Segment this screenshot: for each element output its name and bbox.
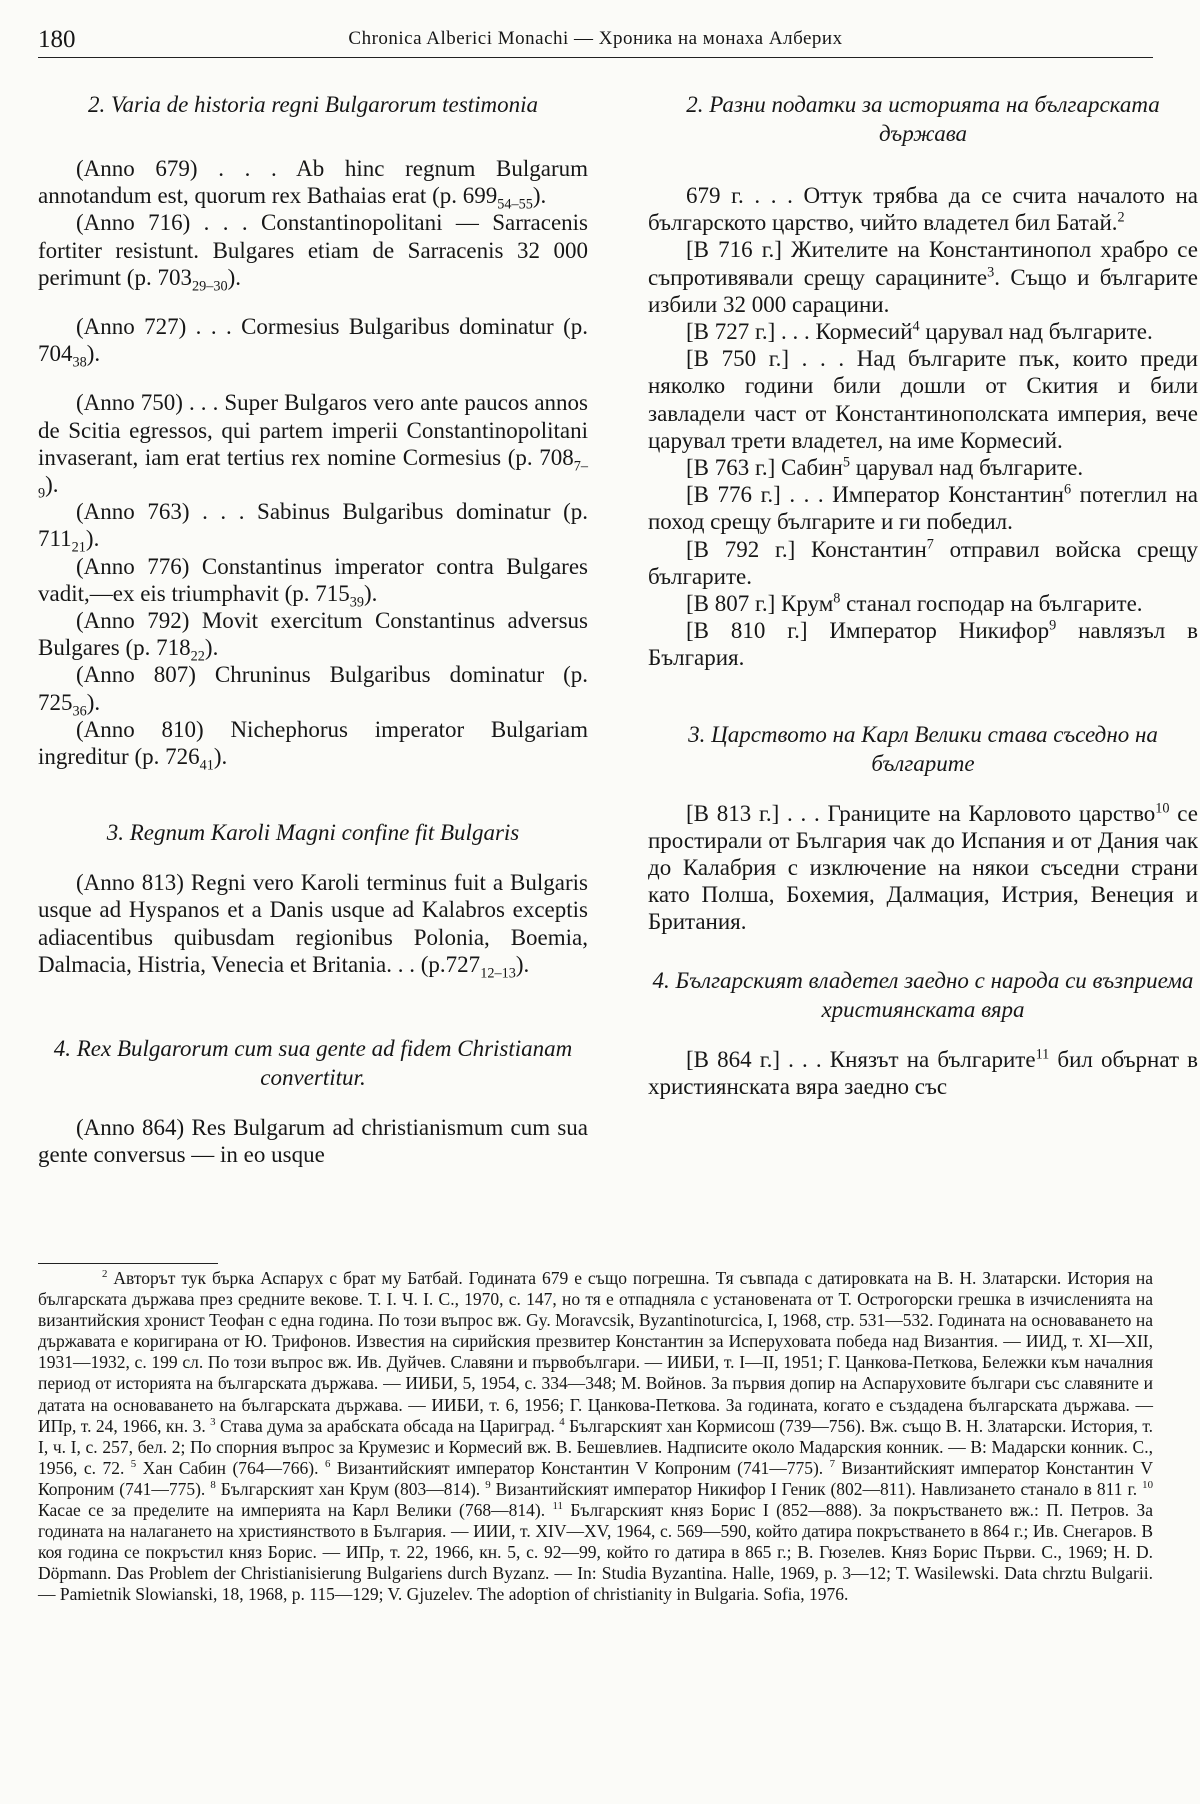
bulgarian-section-3-heading: 3. Царството на Карл Велики става съседно на българите — [688, 721, 1158, 776]
footnote-number-2: 2 — [102, 1268, 108, 1281]
header-rule — [38, 57, 1153, 58]
footnote-ref-5: 5 — [842, 454, 850, 471]
footnote-number-5: 5 — [130, 1458, 137, 1471]
footnote-4: Българският хан Кормисош (739—756). Вж. също В. Н. Златарски. История, т. I, ч. I, с. 257, бел. 2; По спорния въпрос за Крумезис и Кормесий вж. В. Бешевлиев. Надписите около Мадарския конник. — В: Мадарски конник. С., 1956, с. 72. — [38, 1415, 1154, 1478]
footnote-ref-7: 7 — [926, 535, 934, 552]
bulgarian-entry-864: [В 864 г.] . . . Князът на българите$^{11}$ бил обърнат в християнската вяра заедно със — [648, 1046, 1199, 1099]
footnote-number-4: 4 — [559, 1415, 565, 1428]
footnote-ref-8: 8 — [833, 590, 841, 607]
latin-entry-813: (Anno 813) Regni vero Karoli terminus fuit a Bulgaris usque ad Hyspanos et a Danis usque ad Kalabros exceptis adiacentibus quibusdam regionibus Polonia, Boemia, Dalmacia, Histria, Venecia et Britania. . . $(p.727_{12-13})$. — [38, 870, 588, 982]
footnote-ref-3: 3 — [987, 263, 995, 280]
footnote-ref-9: 9 — [1049, 617, 1057, 634]
latin-entry-776: (Anno 776) Constantinus imperator contra Bulgares vadit,—ex eis triumphavit (p. $715_{39}$). — [38, 553, 588, 611]
footnote-ref-6: 6 — [1064, 481, 1072, 498]
bulgarian-entry-792: [В 792 г.] Константин$^7$ отправил войска срещу българите. — [648, 535, 1198, 589]
footnote-10: Касае се за пределите на империята на Карл Велики (768—814). — [38, 1500, 546, 1521]
bulgarian-entry-679: 679 г. . . . Оттук трябва да се счита началото на българското царство, чийто владетел бил Батай.$^2$ — [648, 183, 1198, 236]
page-number: 180 — [38, 26, 76, 53]
footnote-9: Византийският император Никифор I Геник (802—811). Навлизането станало в 811 г. — [495, 1478, 1138, 1499]
footnote-ref-4: 4 — [912, 318, 920, 335]
latin-entry-792: (Anno 792) Movit exercitum Constantinus adversus Bulgares (p. $718_{22}$). — [38, 608, 588, 665]
running-title: Chronica Alberici Monachi — Хроника на монаха Алберих — [348, 28, 843, 49]
latin-section-4-heading: 4. Rex Bulgarorum cum sua gente ad fidem Christianam convertitur. — [53, 1036, 573, 1091]
bulgarian-section-4-heading: 4. Българският владетел заедно с народа си възприема християнската вяра — [652, 967, 1194, 1022]
bulgarian-entry-813: [В 813 г.] . . . Границите на Карловото царство$^{10}$ се простирали от България чак до Испания и от Дания чак до Калабрия с изключение на някои съседни страни като Полша, Бохемия, Далмация, Истрия, Венеция и Британия. — [648, 800, 1198, 935]
footnote-number-6: 6 — [324, 1458, 331, 1471]
footnote-6: Византийският император Константин V Копроним (741—775). — [336, 1457, 824, 1478]
footnote-number-8: 8 — [210, 1479, 216, 1492]
bulgarian-entry-776: [В 776 г.] . . . Император Константин$^6$ потеглил на поход срещу българите и ги победил. — [648, 481, 1198, 535]
footnote-ref-2: 2 — [1117, 209, 1125, 226]
running-header — [38, 26, 1153, 56]
latin-column — [38, 90, 588, 1168]
bulgarian-entry-763: [В 763 г.] Сабин$^5$ царувал над българите. — [686, 454, 1084, 481]
latin-entry-727: (Anno 727) . . . Cormesius Bulgaribus dominatur (p. $704_{38}$). — [38, 314, 588, 371]
footnote-number-7: 7 — [829, 1458, 836, 1471]
footnote-8: Българският хан Крум (803—814). — [220, 1478, 481, 1499]
bulgarian-entry-810: [В 810 г.] Император Никифор$^9$ навлязъл в България. — [648, 617, 1198, 671]
bulgarian-entry-716: [В 716 г.] Жителите на Константинопол храбро се съпротивявали срещу сарацините$^3$. Също и българите избили 32 000 сарацини. — [648, 237, 1198, 317]
footnote-number-9: 9 — [485, 1479, 491, 1492]
footnote-number-3: 3 — [210, 1415, 216, 1428]
latin-entry-679: (Anno 679) . . . Ab hinc regnum Bulgarum annotandum est, quorum rex Bathaias erat (p. $699_{54-55}$). — [38, 156, 588, 213]
footnote-ref-10: 10 — [1155, 800, 1170, 816]
latin-entry-807: (Anno 807) Chruninus Bulgaribus dominatur (p. $725_{36}$). — [38, 662, 588, 720]
footnote-separator — [38, 1263, 218, 1264]
footnote-3: Става дума за арабската обсада на Цариград. — [219, 1415, 555, 1436]
latin-entry-763: (Anno 763) . . . Sabinus Bulgaribus dominatur (p. $711_{21}$). — [38, 499, 588, 557]
latin-entry-864: (Anno 864) Res Bulgarum ad christianismum cum sua gente conversus — in eo usque — [38, 1115, 588, 1168]
footnote-5: Хан Сабин (764—766). — [142, 1457, 319, 1478]
latin-entry-716: (Anno 716) . . . Constantinopolitani — Sarracenis fortiter resistunt. Bulgares etiam de Sarracenis 32 000 perimunt (p. $703_{29-30}$). — [38, 210, 588, 295]
footnote-ref-11: 11 — [1035, 1046, 1050, 1063]
footnote-11: Българският княз Борис I (852—888). За покръстването вж.: П. Петров. За годината на налагането на християнството в България. — ИИИ, т. XIV—XV, 1964, с. 569—590, който датира покръстването в 864 г.; Ив. Снегаров. В коя година се покръстил княз Борис. — ИПр, т. 22, 1966, кн. 5, с. 92—99, който го датира в 865 г.; В. Гюзелев. Княз Борис Първи. С., 1969; H. D. Döpmann. Das Problem der Christianisierung Bulgariens durch Byzanz. — In: Studia Byzantina. Halle, 1969, p. 3—12; T. Wasilewski. Data chrztu Bulgarii. — Pamietnik Slowianski, 18, 1968, p. 115—129; V. Gjuzelev. The adoption of christianity in Bulgaria. Sofia, 1976. — [38, 1500, 1154, 1605]
latin-entry-750: (Anno 750) . . . Super Bulgaros vero ante paucos annos de Scitia egressos, qui partem imperii Constantinopolitani invaserant, iam erat tertius rex nomine Cormesius (p. $708_{7-9}$). — [38, 390, 588, 502]
footnote-number-10: 10 — [1142, 1479, 1154, 1492]
footnotes — [38, 1268, 1153, 1606]
footnote-body — [38, 1268, 1153, 1606]
footnote-2: Авторът тук бърка Аспарух с брат му Батбай. Годината 679 е също погрешна. Тя съвпада с датировката на В. Н. Златарски. История на българската държава през средните векове. Т. I. Ч. I. С., 1970, с. 147, но тя е отпадняла с установената от Т. Острогорски грешка в изчисленията на византийския хронист Теофан с една година. По този въпрос вж. Gy. Moravcsik, Byzantinoturcica, I, 1968, стр. 531—532. Годината на основаването на държавата е коригирана от Ю. Трифонов. Известия на сирийския презвитер Константин за Исперуховата победа над Византия. — ИИД, т. XI—XII, 1931—1932, с. 199 сл. По този въпрос вж. Ив. Дуйчев. Славяни и първобългари. — ИИБИ, т. I—II, 1951; Г. Цанкова-Петкова, Бележки към началния период от историята на българската държава. — ИИБИ, 5, 1954, с. 334—348; М. Войнов. За първия допир на Аспаруховите българи със славяните и датата на основаването на българската държава. — ИИБИ, т. 6, 1956; Г. Цанкова-Петкова. За годината, когато е създадена българската държава. — ИПр, т. 24, 1966, кн. 3. — [38, 1268, 1154, 1436]
bulgarian-entry-727: [В 727 г.] . . . Кормесий$^4$ царувал над българите. — [686, 318, 1153, 345]
bulgarian-entry-807: [В 807 г.] Крум$^8$ станал господар на българите. — [686, 590, 1143, 617]
footnote-7: Византийският император Константин V Копроним (741—775). — [38, 1457, 1153, 1499]
bulgarian-section-2-heading: 2. Разни податки за историята на българската държава — [686, 92, 1160, 146]
latin-section-2-heading: 2. Varia de historia regni Bulgarorum testimonia — [88, 92, 538, 117]
bulgarian-entry-750: [В 750 г.] . . . Над българите пък, които преди няколко години били дошли от Скития и били завладели част от Константинополската империя, вече царувал трети владетел, на име Кормесий. — [648, 346, 1198, 453]
footnote-number-11: 11 — [552, 1500, 563, 1513]
latin-section-3-heading: 3. Regnum Karoli Magni confine fit Bulgaris — [106, 820, 520, 846]
bulgarian-column — [648, 90, 1198, 1100]
latin-entry-810: (Anno 810) Nichephorus imperator Bulgariam ingreditur (p. $726_{41}$). — [38, 716, 588, 774]
